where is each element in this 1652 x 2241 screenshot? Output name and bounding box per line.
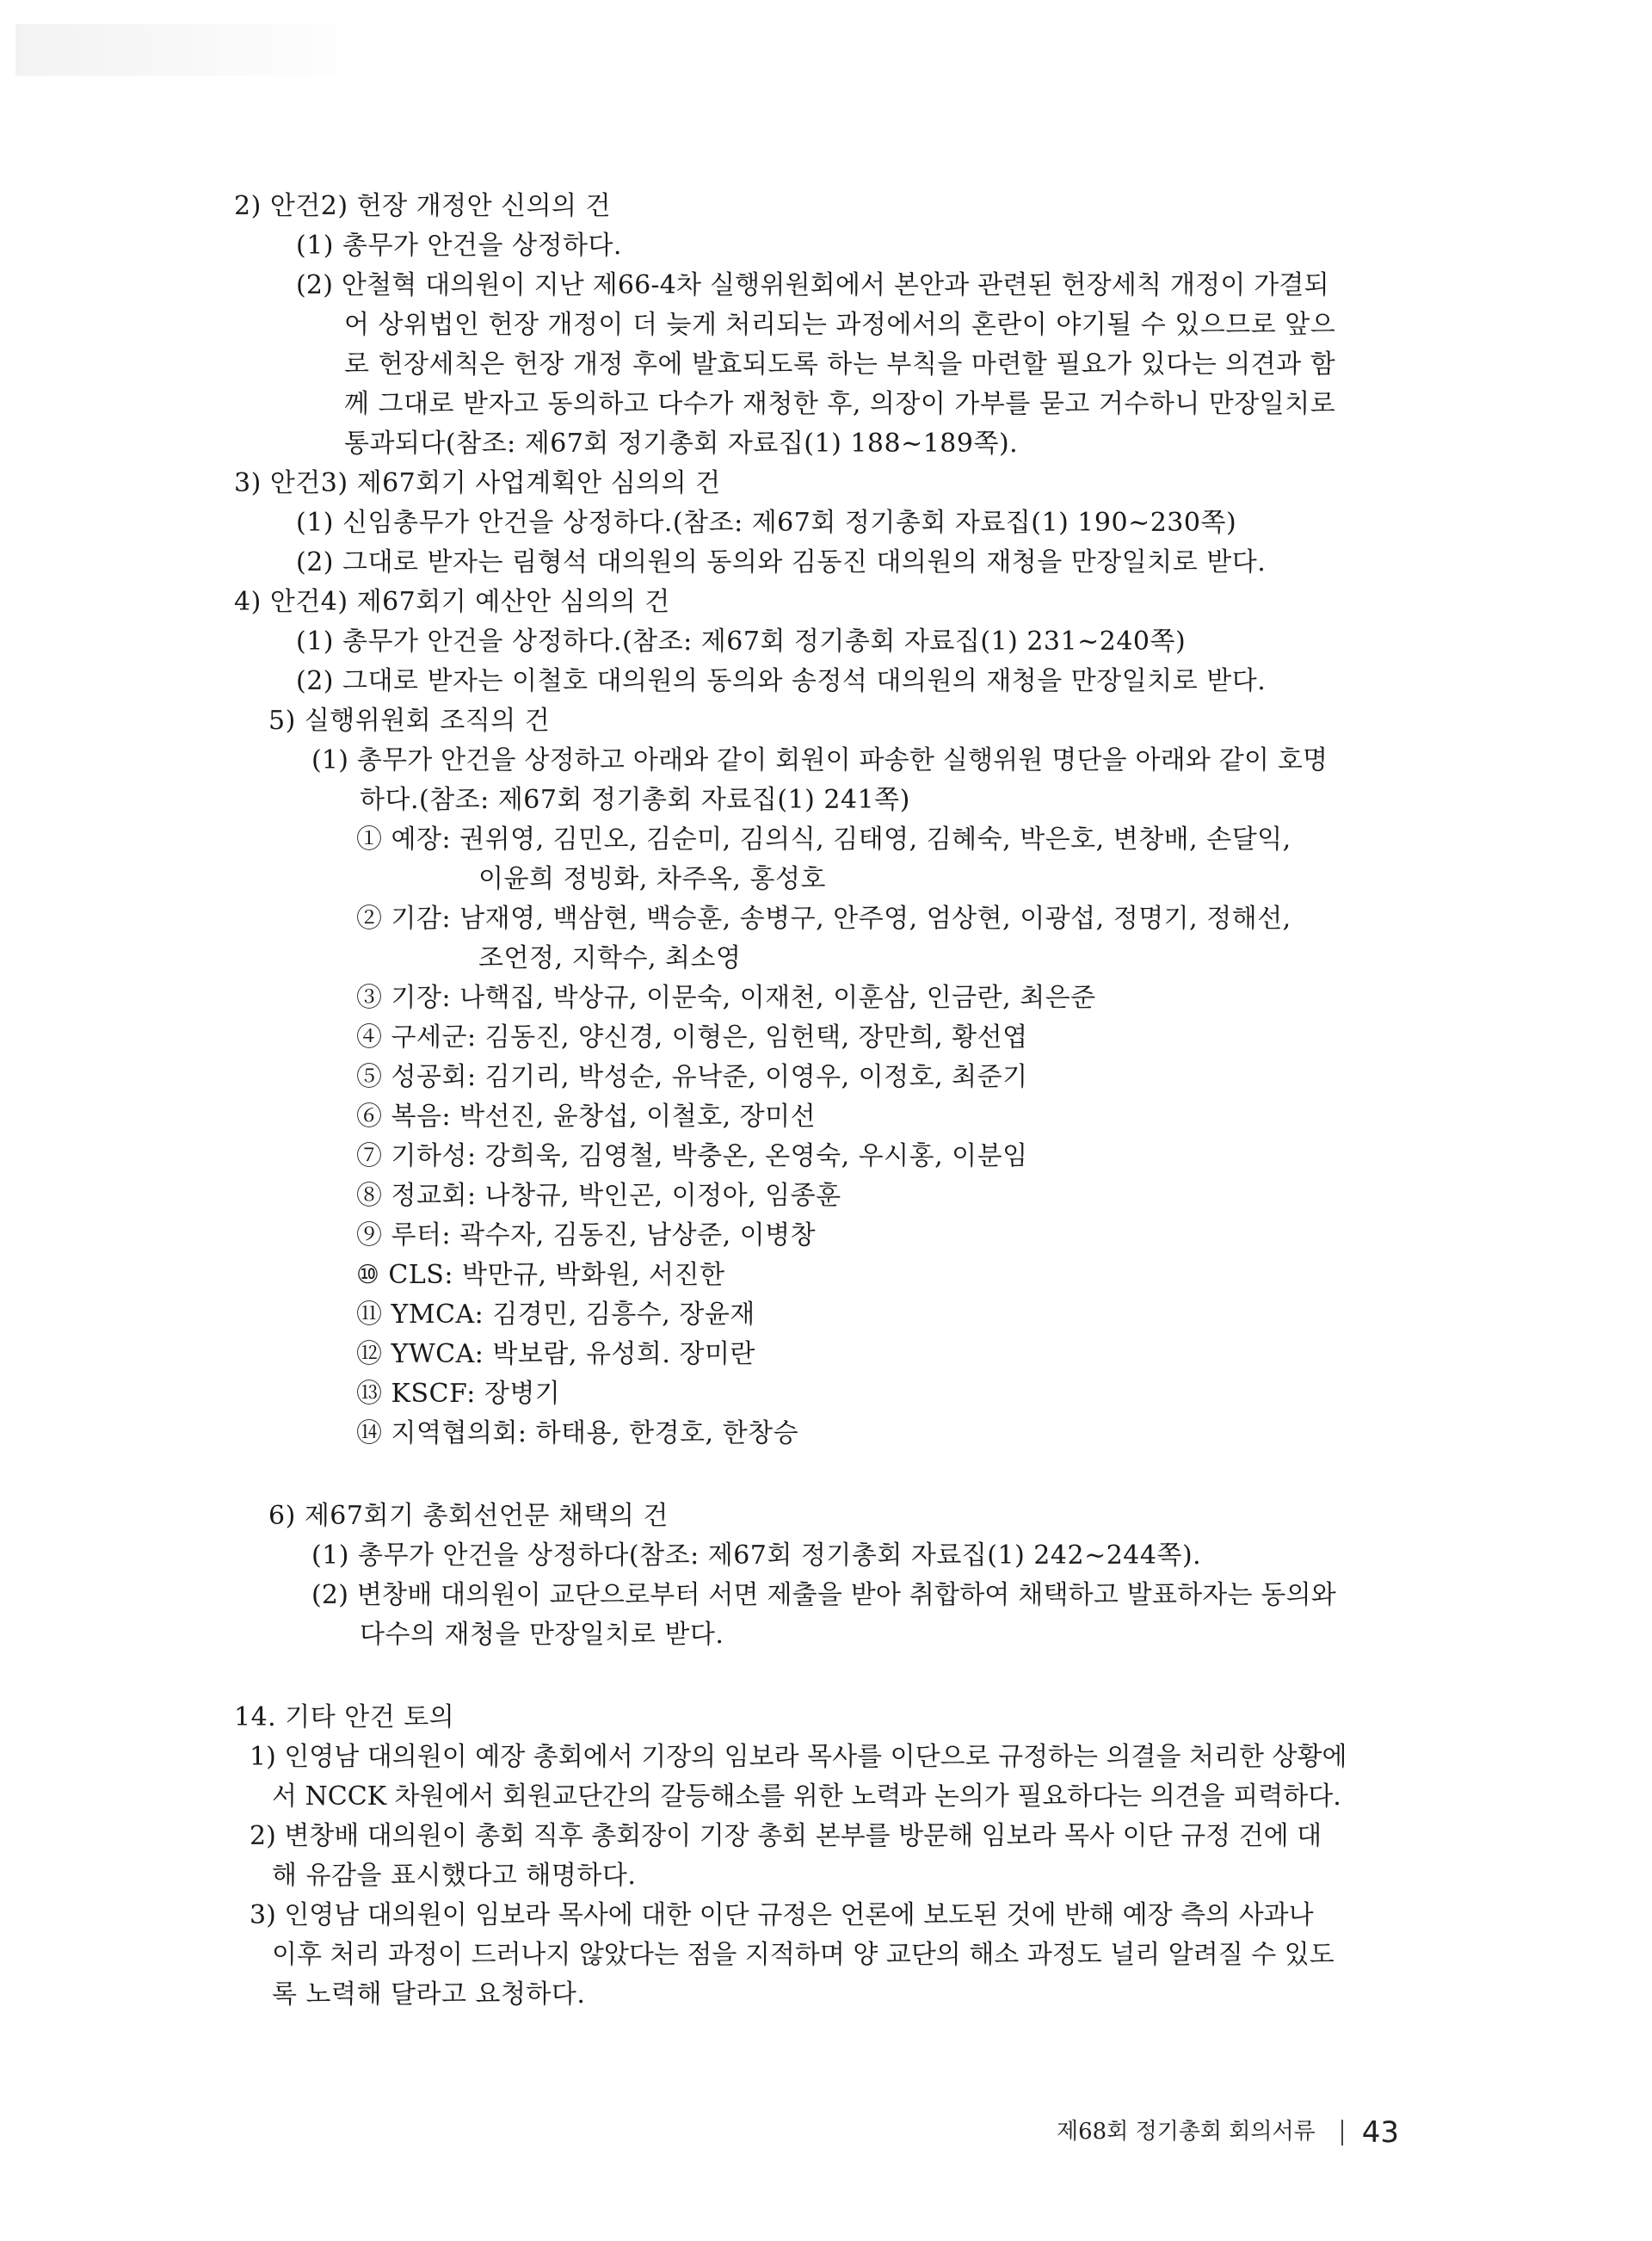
text-line: 록 노력해 달라고 요청하다. — [272, 1979, 586, 2009]
text-line: 통과되다(참조: 제67회 정기총회 자료집(1) 188~189쪽). — [344, 429, 1019, 459]
text-line: (2) 그대로 받자는 이철호 대의원의 동의와 송정석 대의원의 재청을 만장일치로 받다. — [296, 666, 1267, 696]
footer-divider — [1341, 2120, 1343, 2145]
page-number: 43 — [1361, 2115, 1400, 2150]
text-line: (1) 신임총무가 안건을 상정하다.(참조: 제67회 정기총회 자료집(1) 190~230쪽) — [296, 508, 1237, 538]
list-item: ⑨ 루터: 곽수자, 김동진, 남상준, 이병창 — [356, 1220, 817, 1250]
text-line: 3) 인영남 대의원이 임보라 목사에 대한 이단 규정은 언론에 보도된 것에 반해 예장 측의 사과나 — [250, 1900, 1314, 1930]
page-footer — [1057, 2113, 1399, 2151]
list-item: ① 예장: 권위영, 김민오, 김순미, 김의식, 김태영, 김혜숙, 박은호, 변창배, 손달익, — [356, 824, 1291, 855]
text-line: 로 헌장세칙은 헌장 개정 후에 발효되도록 하는 부칙을 마련할 필요가 있다는 의견과 함 — [344, 349, 1336, 380]
text-line: (2) 그대로 받자는 림형석 대의원의 동의와 김동진 대의원의 재청을 만장일치로 받다. — [296, 547, 1267, 577]
list-item: ③ 기장: 나핵집, 박상규, 이문숙, 이재천, 이훈삼, 인금란, 최은준 — [356, 983, 1096, 1013]
text-line: 어 상위법인 헌장 개정이 더 늦게 처리되는 과정에서의 혼란이 야기될 수 있으므로 앞으 — [344, 310, 1336, 340]
list-item: ⑬ KSCF: 장병기 — [356, 1379, 561, 1409]
list-item: ⑪ YMCA: 김경민, 김흥수, 장윤재 — [356, 1300, 755, 1330]
text-line: (1) 총무가 안건을 상정하다. — [296, 231, 622, 261]
section-14-heading: 14. 기타 안건 토의 — [234, 1702, 455, 1732]
text-line: 2) 변창배 대의원이 총회 직후 총회장이 기장 총회 본부를 방문해 임보라 목사 이단 규정 건에 대 — [250, 1821, 1322, 1851]
list-item: ⑫ YWCA: 박보람, 유성희. 장미란 — [356, 1339, 755, 1369]
list-item-continued: 조언정, 지학수, 최소영 — [478, 943, 742, 973]
list-item: ⑭ 지역협의회: 하태용, 한경호, 한창승 — [356, 1418, 799, 1448]
text-line: 1) 인영남 대의원이 예장 총회에서 기장의 임보라 목사를 이단으로 규정하는 의결을 처리한 상황에 — [250, 1742, 1347, 1772]
corner-watermark — [15, 24, 377, 76]
text-line: (2) 안철혁 대의원이 지난 제66-4차 실행위원회에서 본안과 관련된 헌장세칙 개정이 가결되 — [296, 270, 1329, 300]
text-line: (1) 총무가 안건을 상정하다.(참조: 제67회 정기총회 자료집(1) 231~240쪽) — [296, 627, 1187, 657]
text-line: 다수의 재청을 만장일치로 받다. — [360, 1620, 724, 1650]
list-item: ④ 구세군: 김동진, 양신경, 이형은, 임헌택, 장만희, 황선엽 — [356, 1022, 1028, 1053]
section-4-heading: 4) 안건4) 제67회기 예산안 심의의 건 — [234, 587, 670, 617]
text-line: 해 유감을 표시했다고 해명하다. — [272, 1861, 637, 1891]
section-3-heading: 3) 안건3) 제67회기 사업계획안 심의의 건 — [234, 468, 721, 498]
text-line: (1) 총무가 안건을 상정하고 아래와 같이 회원이 파송한 실행위원 명단을 아래와 같이 호명 — [311, 745, 1328, 775]
text-line: 하다.(참조: 제67회 정기총회 자료집(1) 241쪽) — [360, 785, 910, 815]
text-line: (2) 변창배 대의원이 교단으로부터 서면 제출을 받아 취합하여 채택하고 발표하자는 동의와 — [311, 1580, 1336, 1610]
section-6-heading: 6) 제67회기 총회선언문 채택의 건 — [268, 1501, 669, 1531]
list-item: ⑩ CLS: 박만규, 박화원, 서진한 — [356, 1260, 725, 1290]
list-item: ⑤ 성공회: 김기리, 박성순, 유낙준, 이영우, 이정호, 최준기 — [356, 1062, 1028, 1092]
list-item: ② 기감: 남재영, 백삼현, 백승훈, 송병구, 안주영, 엄상현, 이광섭, 정명기, 정해선, — [356, 904, 1291, 934]
text-line: 이후 처리 과정이 드러나지 않았다는 점을 지적하며 양 교단의 해소 과정도 널리 알려질 수 있도 — [272, 1940, 1335, 1970]
section-2-heading: 2) 안건2) 헌장 개정안 신의의 건 — [234, 191, 612, 221]
text-line: (1) 총무가 안건을 상정하다(참조: 제67회 정기총회 자료집(1) 242~244쪽). — [311, 1540, 1202, 1571]
list-item-continued: 이윤희 정빙화, 차주옥, 홍성호 — [478, 864, 826, 894]
list-item: ⑧ 정교회: 나창규, 박인곤, 이정아, 임종훈 — [356, 1181, 841, 1211]
footer-title: 제68회 정기총회 회의서류 — [1057, 2119, 1316, 2145]
text-line: 서 NCCK 차원에서 회원교단간의 갈등해소를 위한 노력과 논의가 필요하다는 의견을 피력하다. — [272, 1781, 1341, 1812]
text-line: 께 그대로 받자고 동의하고 다수가 재청한 후, 의장이 가부를 묻고 거수하니 만장일치로 — [344, 389, 1336, 419]
list-item: ⑥ 복음: 박선진, 윤창섭, 이철호, 장미선 — [356, 1102, 817, 1132]
section-5-heading: 5) 실행위원회 조직의 건 — [268, 706, 551, 736]
list-item: ⑦ 기하성: 강희욱, 김영철, 박충온, 온영숙, 우시홍, 이분임 — [356, 1141, 1028, 1171]
